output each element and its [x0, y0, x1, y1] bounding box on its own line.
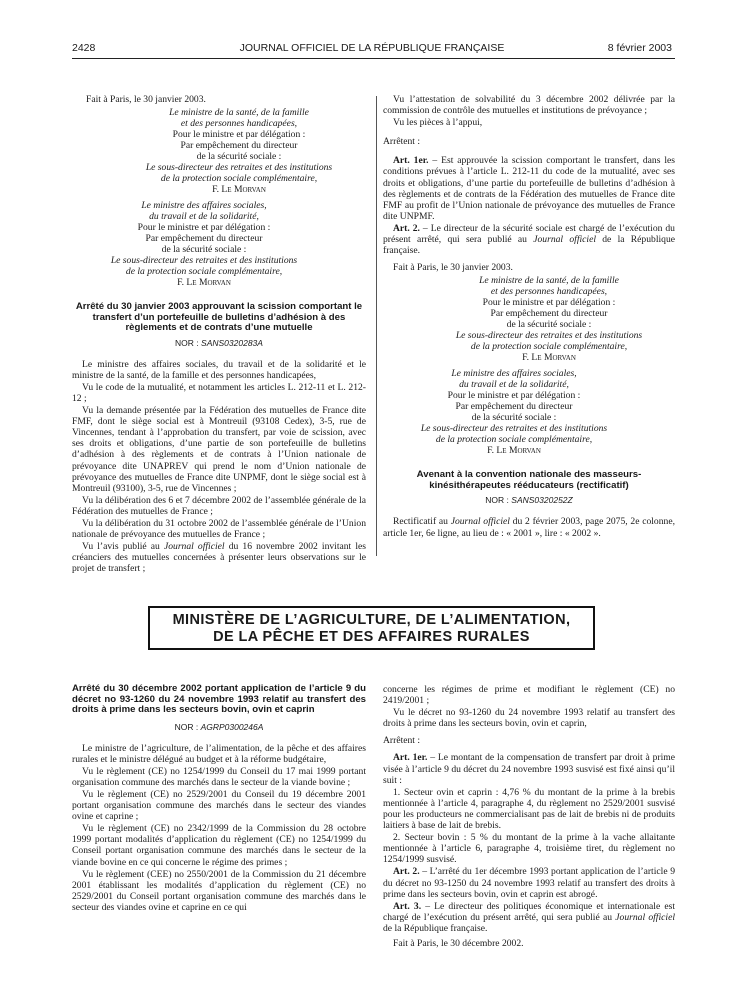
arretent-heading: Arrêtent :: [383, 136, 421, 148]
paragraph: Vu la délibération des 6 et 7 décembre 2002 de l’assemblée générale de la Fédération des mutuelles de France ;: [72, 494, 366, 517]
article-text: de la République française.: [383, 922, 488, 934]
signature-line: Pour le ministre et par délégation :: [137, 222, 271, 234]
signature-line: de la sécurité sociale :: [196, 151, 282, 163]
signature-block: [383, 368, 645, 456]
signatory-name: F. Le Morvan: [522, 352, 576, 364]
list-item: 1. Secteur ovin et caprin : 4,76 % du montant de la prime à la brebis mentionnée à l’article 4, paragraphe 4, du règlement no 2529/2001 susvisé pour les producteurs ne commercialisant pas de lait de brebis ni de produits laitiers à base de lait de brebis.: [383, 786, 675, 832]
paragraph: Vu les pièces à l’appui,: [393, 117, 483, 129]
paragraph: Vu l’attestation de solvabilité du 3 décembre 2002 délivrée par la commission de contrôle des mutuelles et institutions de prévoyance ;: [383, 94, 675, 117]
decree-title: Arrêté du 30 janvier 2003 approuvant la scission comportant le transfert d’un portefeuille de bulletins d’adhésion à des règlements et de contrats d’une mutuelle: [75, 301, 363, 334]
article-3: [383, 901, 675, 934]
right-column-bottom: [383, 684, 675, 950]
decree-title: Avenant à la convention nationale des masseurs-kinésithérapeutes rééducateurs (rectificatif): [416, 469, 642, 491]
article-text: – Le montant de la compensation de transfert par droit à prime visée à l’article 9 du décret du 24 novembre 1993 susvisé est fixé ainsi qu’il suit :: [383, 752, 675, 786]
paragraph: Vu le règlement (CE) no 2529/2001 du Conseil du 19 décembre 2001 portant organisation commune des marchés dans le secteur des viandes ovine et caprine ;: [72, 788, 366, 823]
nor-code: AGRP0300246A: [200, 721, 264, 732]
signatory-name: F. Le Morvan: [177, 277, 231, 289]
journal-ref: Journal officiel: [533, 234, 596, 246]
paragraph: Vu le décret no 93-1260 du 24 novembre 1993 relatif au transfert des droits à prime dans les secteurs bovin, ovin et caprin,: [383, 707, 675, 730]
list-item: 2. Secteur bovin : 5 % du montant de la prime à la vache allaitante mentionnée à l’article 6, paragraphe 4, troisième tiret, du règlement no 1254/1999 susvisé.: [383, 832, 675, 866]
fait-line: Fait à Paris, le 30 janvier 2003.: [393, 262, 513, 274]
paragraph: Vu le règlement (CE) no 2342/1999 de la Commission du 28 octobre 1999 portant modalités d’application du règlement (CE) no 1254/1999 du Conseil portant organisation commune des marchés dans le secteur de la viande bovine en ce qui concerne le régime des primes ;: [72, 823, 366, 868]
paragraph: concerne les régimes de prime et modifiant le règlement (CE) no 2419/2001 ;: [383, 684, 675, 707]
signature-block: [72, 200, 336, 288]
arrete-heading: Arrêtent :: [383, 735, 421, 747]
article-text: de la République française.: [383, 234, 675, 257]
signature-line: Le sous-directeur des retraites et des institutions: [455, 330, 643, 342]
text-run: Rectificatif au: [393, 516, 451, 528]
signature-line: de la sécurité sociale :: [471, 412, 557, 424]
signature-line: Le sous-directeur des retraites et des institutions: [110, 255, 298, 267]
text-run: Vu l’avis publié au: [82, 541, 164, 553]
article-1: [383, 155, 675, 222]
signature-block: [423, 275, 675, 363]
nor-reference: [383, 495, 675, 506]
article-label: Art. 2.: [393, 222, 420, 234]
article-text: – L’arrêté du 1er décembre 1993 portant application de l’article 9 du décret no 93-1250 du 24 novembre 1993 relatif au transfert des droits à prime dans les secteurs bovin, ovin et caprin est abrogé.: [383, 866, 675, 900]
nor-code: SANS0320283A: [201, 337, 263, 348]
signature-line: Par empêchement du directeur: [145, 233, 263, 245]
journal-title: JOURNAL OFFICIEL DE LA RÉPUBLIQUE FRANÇAISE: [239, 42, 505, 54]
signature-line: Le sous-directeur des retraites et des institutions: [145, 162, 333, 174]
signatory-name: F. Le Morvan: [487, 445, 541, 457]
signature-line: de la protection sociale complémentaire,: [470, 341, 628, 353]
signature-line: Pour le ministre et par délégation :: [482, 297, 616, 309]
fait-line: Fait à Paris, le 30 janvier 2003.: [86, 94, 206, 105]
signature-line: Par empêchement du directeur: [455, 401, 573, 413]
signature-line: de la sécurité sociale :: [506, 319, 592, 331]
signature-line: de la protection sociale complémentaire,: [125, 266, 283, 278]
signature-line: Le ministre de la santé, de la famille: [169, 107, 309, 119]
signature-line: Par empêchement du directeur: [490, 308, 608, 320]
article-2: [383, 866, 675, 899]
signatory-name: F. Le Morvan: [212, 184, 266, 196]
signature-line: Le ministre des affaires sociales,: [451, 368, 577, 380]
page-header: [72, 40, 672, 56]
signature-line: Pour le ministre et par délégation :: [172, 129, 306, 141]
fait-line: Fait à Paris, le 30 décembre 2002.: [393, 937, 524, 949]
signature-line: et des personnes handicapées,: [180, 118, 298, 130]
nor-label: NOR :: [174, 721, 199, 732]
paragraph: Vu le code de la mutualité, et notamment les articles L. 212-11 et L. 212-12 ;: [72, 381, 366, 404]
paragraph: Le ministre des affaires sociales, du travail et de la solidarité et le ministre de la santé, de la famille et des personnes handicapées,: [72, 358, 366, 381]
decree-title: Arrêté du 30 décembre 2002 portant application de l’article 9 du décret no 93-1260 du 24 novembre 1993 relatif au transfert des droits à prime dans les secteurs bovin, ovin et caprin: [72, 683, 366, 715]
signature-line: et des personnes handicapées,: [490, 286, 608, 298]
paragraph: Le ministre de l’agriculture, de l’alimentation, de la pêche et des affaires rurales et le ministre délégué au budget et à la réforme budgétaire,: [72, 742, 366, 765]
signature-line: de la protection sociale complémentaire,: [160, 173, 318, 185]
text-run: du 16 novembre 2002 invitant les créanciers des mutuelles concernées à présenter leurs observations sur le projet de transfert ;: [72, 541, 366, 575]
signature-block: [112, 107, 366, 195]
ministry-heading-line: DE LA PÊCHE ET DES AFFAIRES RURALES: [213, 629, 530, 645]
signature-line: Le ministre de la santé, de la famille: [479, 275, 619, 287]
article-text: – Est approuvée la scission comportant le transfert, dans les conditions prévues à l’article L. 212-11 du code de la mutualité, avec ses droits et obligations, d’une partie du portefeuille de bulletins d’adhésion à des règlements et de contrats de la Fédération des mutuelles de France dite FMF au profit de l’Union nationale de prévoyance des mutuelles de France dite UNPMF.: [383, 155, 675, 222]
nor-reference: [72, 722, 366, 733]
article-2: [383, 223, 675, 256]
journal-ref: Journal officiel: [615, 911, 675, 923]
article-label: Art. 1er.: [393, 752, 428, 764]
paragraph: [383, 516, 675, 538]
issue-date: 8 février 2003: [607, 42, 672, 54]
signature-line: du travail et de la solidarité,: [149, 211, 259, 223]
signature-line: du travail et de la solidarité,: [459, 379, 569, 391]
ministry-heading-line: MINISTÈRE DE L’AGRICULTURE, DE L’ALIMENTATION,: [172, 612, 571, 628]
signature-line: Pour le ministre et par délégation :: [447, 390, 581, 402]
signature-line: Par empêchement du directeur: [180, 140, 298, 152]
signature-line: de la protection sociale complémentaire,: [435, 434, 593, 446]
paragraph: Vu le règlement (CEE) no 2550/2001 de la Commission du 21 décembre 2001 établissant les modalités d’application du règlement (CE) no 2529/2001 du Conseil portant organisation commune des marchés dans le secteur des viandes ovine et caprine en ce qui: [72, 868, 366, 913]
article-text: – Le directeur des politiques économique et internationale est chargé de l’exécution du présent arrêté, qui sera publié au: [383, 900, 675, 923]
page-number: 2428: [72, 42, 96, 54]
column-divider: [376, 96, 377, 556]
signature-line: de la sécurité sociale :: [161, 244, 247, 256]
signature-line: Le ministre des affaires sociales,: [141, 200, 267, 212]
nor-code: SANS0320252Z: [511, 495, 573, 506]
paragraph: Vu le règlement (CE) no 1254/1999 du Conseil du 17 mai 1999 portant organisation commune des marchés dans le secteur de la viande bovine ;: [72, 765, 366, 788]
article-label: Art. 1er.: [393, 155, 429, 167]
journal-ref: Journal officiel: [450, 516, 510, 528]
nor-reference: [72, 338, 366, 349]
ministry-heading-box: [148, 606, 595, 650]
nor-label: NOR :: [485, 495, 509, 506]
journal-ref: Journal officiel: [163, 541, 225, 553]
header-rule: [72, 58, 675, 59]
right-column-top: [383, 94, 675, 540]
article-label: Art. 2.: [393, 866, 420, 878]
article-label: Art. 3.: [393, 900, 422, 912]
paragraph: Vu la demande présentée par la Fédération des mutuelles de France dite FMF, dont le siège social est à Montreuil (93108 Cedex), 3-5, rue de Vincennes, tendant à l’approbation du transfert, par voie de scission, avec ses droits et obligations, d’une partie de son portefeuille de bulletins d’adhésion à des règlements et de contrats à l’Union nationale de prévoyance dite UNAPREV qui prend le nom d’Union nationale de prévoyance des mutuelles de France dite UNPMF, dont le siège social est à Montreuil (93100), 3-5, rue de Vincennes ;: [72, 405, 366, 494]
text-run: du 2 février 2003, page 2075, 2e colonne, article 1er, 6e ligne, au lieu de : « 2001 », lire : « 2002 ».: [383, 516, 675, 539]
signature-line: Le sous-directeur des retraites et des institutions: [420, 423, 608, 435]
left-column-top: [72, 94, 366, 575]
article-1: [383, 752, 675, 785]
article-text: – Le directeur de la sécurité sociale est chargé de l’exécution du présent arrêté, qui sera publié au: [383, 222, 675, 246]
left-column-bottom: [72, 684, 366, 914]
paragraph: [72, 541, 366, 574]
nor-label: NOR :: [175, 337, 199, 348]
paragraph: Vu la délibération du 31 octobre 2002 de l’assemblée générale de l’Union nationale de prévoyance des mutuelles de France ;: [72, 518, 366, 541]
